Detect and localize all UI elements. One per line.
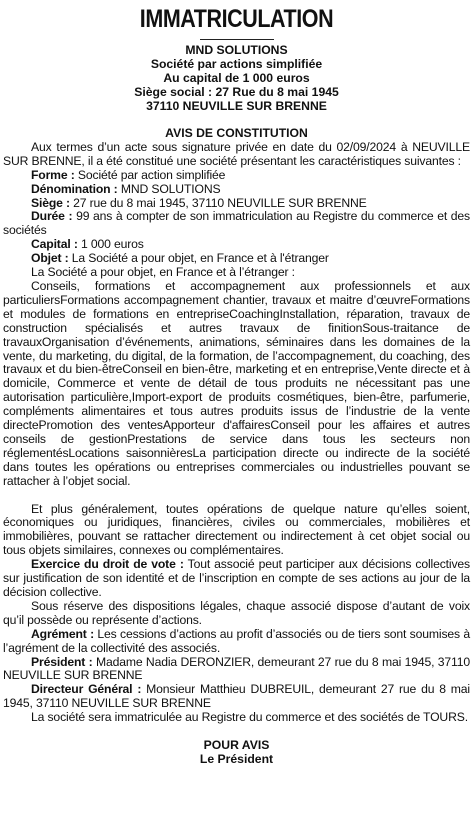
denomination-line <box>3 183 470 197</box>
capital-value: 1 000 euros <box>77 237 144 252</box>
reserve-paragraph: Sous réserve des dispositions légales, chaque associé dispose d’autant de voix qu’il possède ou représente d’actions. <box>3 598 470 627</box>
company-block <box>3 43 470 113</box>
siege-line <box>3 197 470 211</box>
agrement-paragraph <box>3 628 470 656</box>
signatory: Le Président <box>199 751 274 766</box>
siege-value: 27 rue du 8 mai 1945, 37110 NEUVILLE SUR BRENNE <box>69 195 367 210</box>
president-label: Président : <box>31 654 93 669</box>
vote-paragraph <box>3 558 470 600</box>
siege-label: Siège : <box>31 195 70 210</box>
closing-block <box>3 739 470 767</box>
general-paragraph: Et plus généralement, toutes opérations de quelque nature qu’elles soient, économiques ou juridiques, financières, civiles ou commerciales, mobilières et immobilières, pouvant se rattacher directement ou indirectement à cet objet social ou tous objets similaires, connexes ou complémentaires. <box>3 501 470 558</box>
dg-paragraph <box>3 683 470 711</box>
company-name: MND SOLUTIONS <box>185 43 288 57</box>
paragraph-gap <box>3 489 470 503</box>
company-capital: Au capital de 1 000 euros <box>163 71 310 85</box>
duree-line <box>3 210 470 238</box>
objet-detail: Conseils, formations et accompagnement aux professionnels et aux particuliersFormations accompagnement chantier, travaux et maitre d’œuvreFormations et modules de formations en entrepriseCoachingInstallation, réparation, travaux de construction spécialisés et autres travaux de finitionSous-traitance de travauxOrganisation d’événements, animations, séminaires dans les domaines de la vente, du marketing, du digital, de la formation, de l’accompagnement, du coaching, des travaux et du bien-êtreConseil en bien-être, marketing et en entreprise,Vente directe et à domicile, Commerce et vente de détail de tous produits ne nécessitant pas une autorisation particulière,Import-export de produits cosmétiques, bien-être, parfumerie, compléments alimentaires et tous autres produits issus de l’industrie de la vente directePromotion des ventesApporteur d'affairesConseil pour les affaires et autres conseils de gestionPrestations de service dans tous les secteurs non réglementésLocations saisonnièresLa participation directe ou indirecte de la société dans toutes les opérations ou entreprises commerciales ou industrielles pouvant se rattacher à l’objet social. <box>3 278 470 488</box>
president-paragraph <box>3 656 470 684</box>
dg-label: Directeur Général : <box>31 682 142 697</box>
pour-avis: POUR AVIS <box>203 738 270 753</box>
vote-label: Exercice du droit de vote : <box>31 557 184 572</box>
title-divider <box>200 39 274 40</box>
company-siege: Siège social : 27 Rue du 8 mai 1945 <box>134 85 339 99</box>
agrement-label: Agrément : <box>31 626 94 641</box>
objet-value: La Société a pour objet, en France et à l'étranger <box>68 251 329 266</box>
forme-line <box>3 169 470 183</box>
objet-repeat: La Société a pour objet, en France et à l’étranger : <box>31 265 295 280</box>
denomination-label: Dénomination : <box>31 181 118 196</box>
president-value: Madame Nadia DERONZIER, demeurant 27 rue du 8 mai 1945, 37110 NEUVILLE SUR BRENNE <box>3 654 470 683</box>
company-city: 37110 NEUVILLE SUR BRENNE <box>146 99 327 113</box>
intro-paragraph: Aux termes d’un acte sous signature privée en date du 02/09/2024 à NEUVILLE SUR BRENNE, il a été constitué une société présentant les caractéristiques suivantes : <box>3 139 470 168</box>
dg-value: Monsieur Matthieu DUBREUIL, demeurant 27 rue du 8 mai 1945, 37110 NEUVILLE SUR BRENNE <box>3 682 470 711</box>
page-title: IMMATRICULATION <box>139 5 334 33</box>
forme-value: Société par action simplifiée <box>74 167 226 182</box>
denomination-value: MND SOLUTIONS <box>117 181 221 196</box>
duree-value: 99 ans à compter de son immatriculation au Registre du commerce et des sociétés <box>3 209 470 238</box>
objet-label: Objet : <box>31 251 69 266</box>
objet-line <box>3 252 470 266</box>
notice-title: AVIS DE CONSTITUTION <box>165 126 308 140</box>
notice-body <box>3 141 470 725</box>
forme-label: Forme : <box>31 167 75 182</box>
vote-value: Tout associé peut participer aux décisions collectives sur justification de son identité et de l’inscription en compte de ses actions au jour de la décision collective. <box>3 557 470 599</box>
agrement-value: Les cessions d’actions au profit d’associés ou de tiers sont soumises à l’agrément de la collectivité des associés. <box>3 626 470 655</box>
company-form: Société par actions simplifiée <box>150 57 323 71</box>
duree-label: Durée : <box>31 209 73 224</box>
capital-label: Capital : <box>31 237 78 252</box>
capital-line <box>3 238 470 252</box>
registration-paragraph: La société sera immatriculée au Registre du commerce et des sociétés de TOURS. <box>31 710 468 725</box>
